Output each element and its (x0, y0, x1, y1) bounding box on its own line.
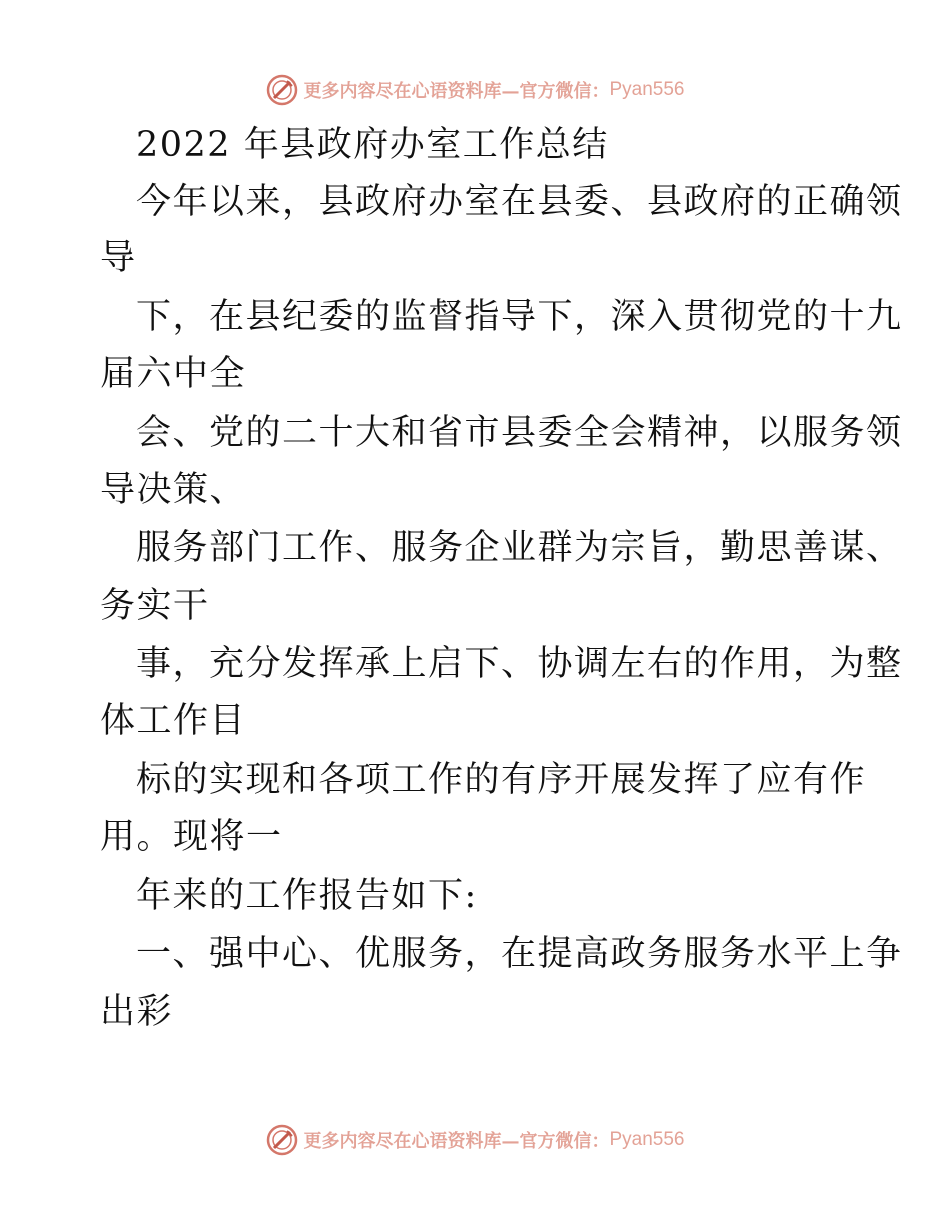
paragraph-line: 体工作目 (100, 701, 247, 741)
paragraph-line: 用。现将一 (100, 817, 283, 857)
footer-watermark-banner (0, 1120, 950, 1160)
paragraph-line: 导决策、 (100, 470, 247, 510)
paragraph-line: 今年以来，县政府办室在县委、县政府的正确领 (136, 182, 903, 222)
watermark-wechat-id: Pyan556 (609, 79, 685, 100)
paragraph-line: 届六中全 (100, 354, 247, 394)
watermark-text: 更多内容尽在心语资料库—官方微信： (303, 1131, 610, 1152)
section-heading-continued: 出彩 (100, 992, 174, 1032)
paragraph-line: 事，充分发挥承上启下、协调左右的作用，为整 (136, 644, 903, 684)
paragraph-line: 服务部门工作、服务企业群为宗旨，勤思善谋、 (136, 528, 903, 568)
paragraph-line: 务实干 (100, 586, 210, 626)
watermark-wechat-id: Pyan556 (609, 1129, 685, 1150)
paragraph-line: 年来的工作报告如下: (136, 876, 478, 916)
watermark-text: 更多内容尽在心语资料库—官方微信： (303, 81, 610, 102)
seal-logo-icon (265, 1123, 299, 1157)
paragraph-line: 导 (100, 238, 137, 278)
document-title: 2022 年县政府办室工作总结 (136, 125, 609, 165)
paragraph-line: 下，在县纪委的监督指导下，深入贯彻党的十九 (136, 297, 903, 337)
section-heading: 一、强中心、优服务，在提高政务服务水平上争 (136, 934, 903, 974)
header-watermark-banner (0, 70, 950, 110)
paragraph-line: 标的实现和各项工作的有序开展发挥了应有作 (136, 760, 867, 800)
paragraph-line: 会、党的二十大和省市县委全会精神，以服务领 (136, 413, 903, 453)
seal-logo-icon (265, 73, 299, 107)
